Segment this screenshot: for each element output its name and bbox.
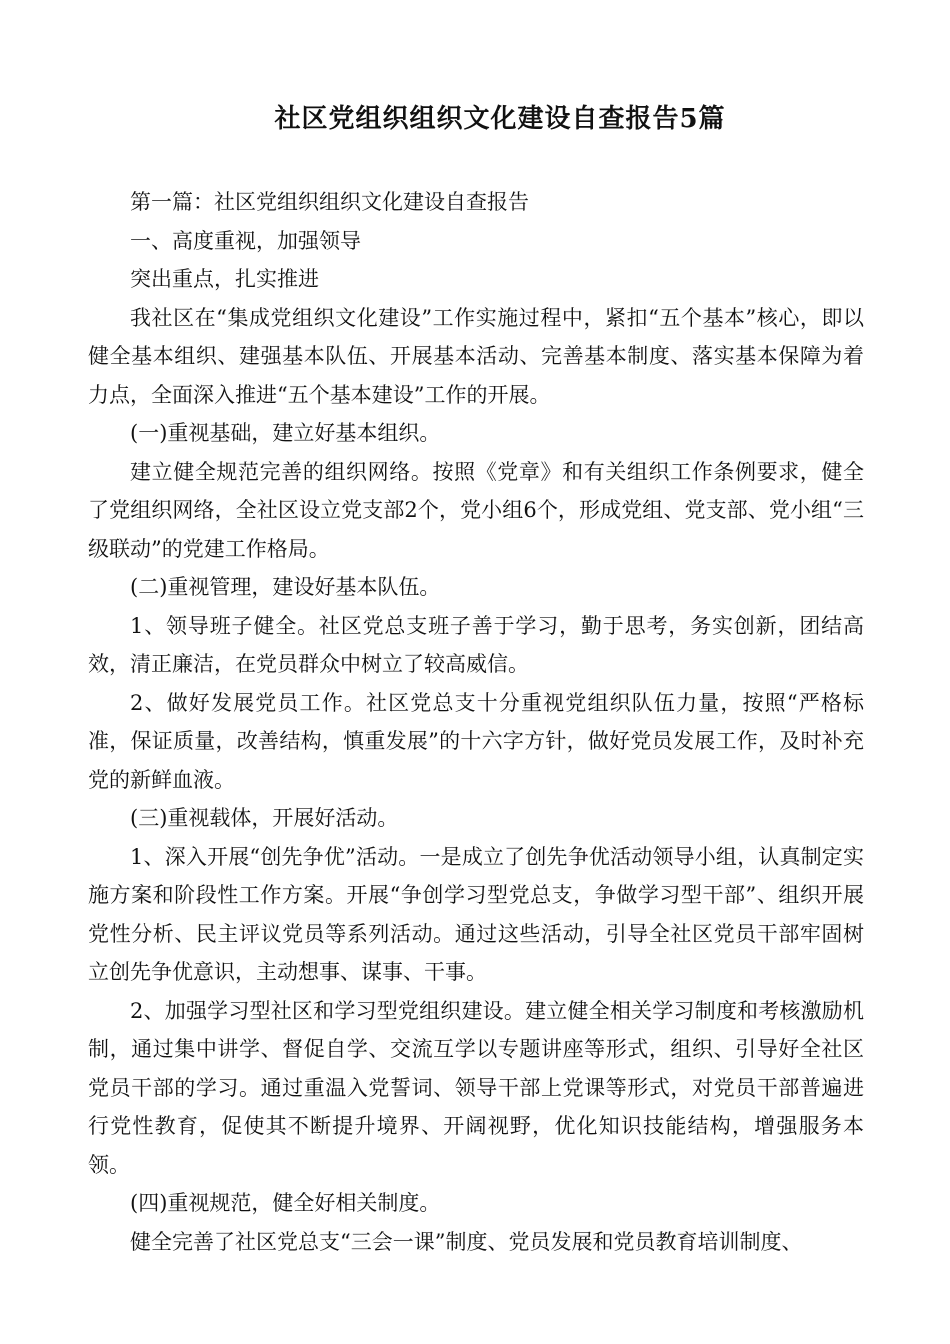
paragraph: 2、做好发展党员工作。社区党总支十分重视党组织队伍力量，按照“严格标准，保证质量，改善结构，慎重发展”的十六字方针，做好党员发展工作，及时补充党的新鲜血液。: [88, 690, 864, 792]
subsection-heading: (一)重视基础，建立好基本组织。: [130, 421, 441, 445]
paragraph: 健全完善了社区党总支“三会一课”制度、党员发展和党员教育培训制度、: [130, 1229, 803, 1254]
paragraph: 建立健全规范完善的组织网络。按照《党章》和有关组织工作条例要求，健全了党组织网络，全社区设立党支部2个，党小组6个，形成党组、党支部、党小组“三级联动”的党建工作格局。: [88, 459, 864, 561]
paragraph: 我社区在“集成党组织文化建设”工作实施过程中，紧扣“五个基本”核心，即以健全基本组织、建强基本队伍、开展基本活动、完善基本制度、落实基本保障为着力点，全面深入推进“五个基本建设”工作的开展。: [88, 305, 864, 407]
subsection-heading: (四)重视规范，健全好相关制度。: [130, 1191, 441, 1215]
subheading: 突出重点，扎实推进: [130, 267, 319, 291]
document-body: [88, 183, 864, 1261]
subsection-heading: (二)重视管理，建设好基本队伍。: [130, 575, 441, 599]
paragraph: 第一篇：社区党组织组织文化建设自查报告: [130, 190, 529, 214]
subsection-heading: (三)重视载体，开展好活动。: [130, 806, 399, 830]
paragraph: 1、深入开展“创先争优”活动。一是成立了创先争优活动领导小组，认真制定实施方案和阶段性工作方案。开展“争创学习型党总支，争做学习型干部”、组织开展党性分析、民主评议党员等系列活动。通过这些活动，引导全社区党员干部牢固树立创先争优意识，主动想事、谋事、干事。: [88, 844, 864, 984]
paragraph: 2、加强学习型社区和学习型党组织建设。建立健全相关学习制度和考核激励机制，通过集中讲学、督促自学、交流互学以专题讲座等形式，组织、引导好全社区党员干部的学习。通过重温入党誓词、领导干部上党课等形式，对党员干部普遍进行党性教育，促使其不断提升境界、开阔视野，优化知识技能结构，增强服务本领。: [88, 998, 864, 1177]
document-title: 社区党组织组织文化建设自查报告5篇: [274, 104, 726, 134]
section-heading: 一、高度重视，加强领导: [130, 228, 361, 253]
paragraph: 1、领导班子健全。社区党总支班子善于学习，勤于思考，务实创新，团结高效，清正廉洁，在党员群众中树立了较高威信。: [88, 613, 864, 676]
